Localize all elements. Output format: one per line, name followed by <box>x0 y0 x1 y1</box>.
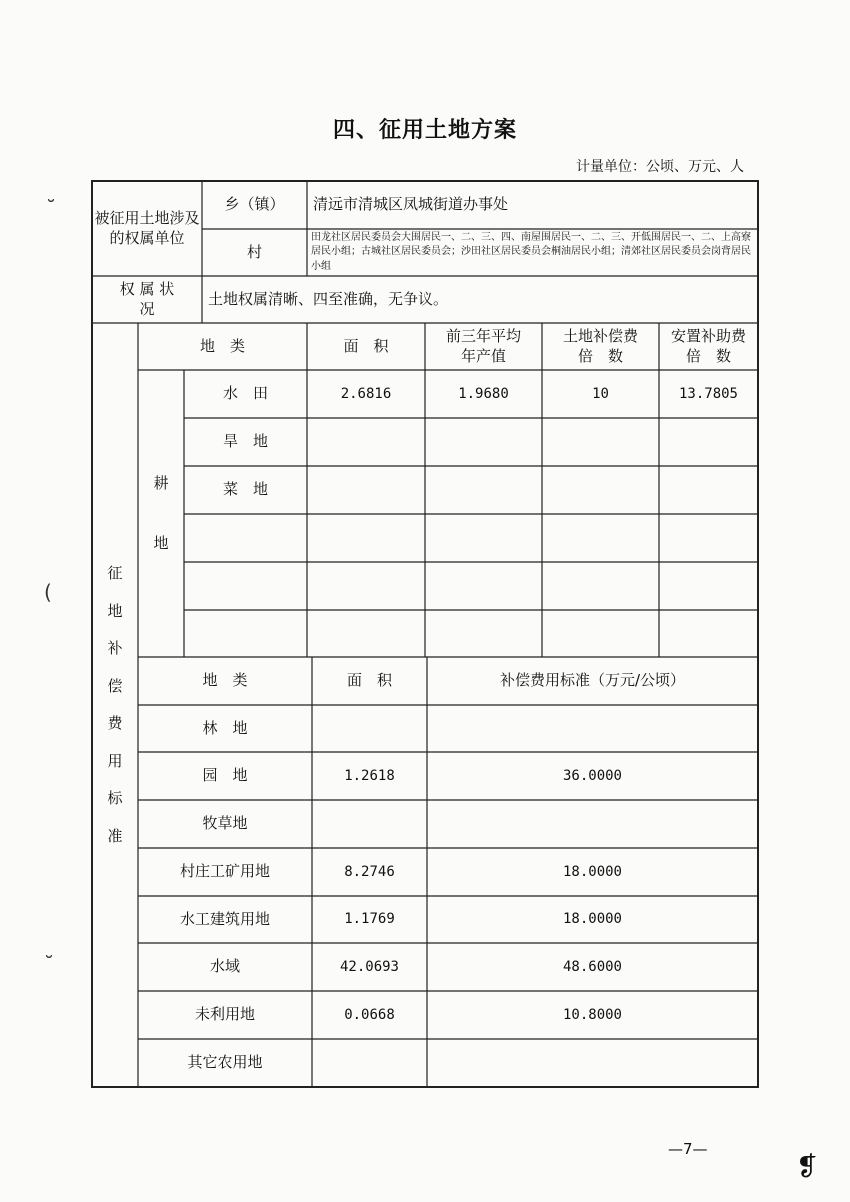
cell-resettle-multiple <box>659 610 758 657</box>
village-value: 田龙社区居民委员会大围居民一、二、三、四、南屋围居民一、二、三、开低围居民一、二、上高寮居民小组；古城社区居民委员会；沙田社区居民委员会桐油居民小组；清郊社区居民委员会岗背居民小组 <box>311 231 751 272</box>
cell-standard <box>427 705 758 752</box>
cell-area <box>307 514 425 562</box>
cell-comp-multiple <box>542 562 659 610</box>
cultivated-char: 地 <box>153 533 169 552</box>
cell-resettle-multiple <box>659 418 758 466</box>
ownership-label: 权 属 状 况 <box>119 280 175 318</box>
side-char: 准 <box>107 826 123 845</box>
cell-land-type <box>184 562 307 610</box>
page-title: 四、征用土地方案 <box>332 118 517 143</box>
side-char: 征 <box>107 564 123 582</box>
cell-land-type: 菜 地 <box>222 480 268 499</box>
village-label: 村 <box>246 242 262 261</box>
side-char: 地 <box>107 601 123 620</box>
cell-standard: 36.0000 <box>562 767 622 784</box>
cell-avg-output <box>425 514 542 562</box>
cell-standard <box>427 1039 758 1087</box>
cell-avg-output <box>425 466 542 514</box>
cell-land-type: 旱 地 <box>222 432 268 451</box>
binding-mark-icon: ˘ <box>44 952 54 976</box>
side-char: 费 <box>107 714 123 732</box>
handwritten-mark-icon: ❡ <box>796 1152 818 1182</box>
cell-area: 1.2618 <box>344 767 395 784</box>
cell-area <box>312 800 427 848</box>
cell-comp-multiple <box>542 466 659 514</box>
cell-area: 2.6816 <box>340 385 392 402</box>
cell-comp-multiple <box>542 610 659 657</box>
cell-land-type: 林 地 <box>202 718 248 737</box>
cell-standard: 18.0000 <box>562 863 622 880</box>
cell-area: 1.1769 <box>344 911 395 928</box>
cell-area <box>307 610 425 657</box>
cell-comp-multiple <box>542 514 659 562</box>
header-land-type-2: 地 类 <box>202 671 248 690</box>
cell-comp-multiple <box>542 418 659 466</box>
cell-land-type <box>184 610 307 657</box>
cell-area <box>307 562 425 610</box>
cultivated-char: 耕 <box>153 474 169 492</box>
cell-land-type: 园 地 <box>202 766 248 785</box>
cell-standard: 48.6000 <box>562 958 622 975</box>
cell-comp-multiple: 10 <box>592 385 609 402</box>
header-standard: 补偿费用标准（万元/公顷） <box>499 671 686 690</box>
cell-area <box>307 466 425 514</box>
cell-area: 42.0693 <box>339 958 399 975</box>
binding-mark-icon: ˘ <box>46 196 56 220</box>
owner-label: 被征用土地涉及的权属单位 <box>94 209 200 247</box>
side-char: 补 <box>107 639 123 657</box>
cell-land-type: 村庄工矿用地 <box>179 862 270 881</box>
ownership-value: 土地权属清晰、四至准确，无争议。 <box>208 289 449 308</box>
cell-resettle-multiple <box>659 562 758 610</box>
header-avg-output: 前三年平均年产值 <box>445 327 521 365</box>
cell-land-type: 其它农用地 <box>187 1053 263 1072</box>
header-area-2: 面 积 <box>346 671 392 690</box>
cell-area: 8.2746 <box>344 863 395 880</box>
side-char: 偿 <box>107 676 123 695</box>
cell-area <box>312 705 427 752</box>
town-value: 清远市清城区凤城街道办事处 <box>313 195 509 214</box>
cell-standard <box>427 800 758 848</box>
cell-land-type: 水工建筑用地 <box>179 909 270 928</box>
cell-area <box>312 1039 427 1087</box>
side-char: 标 <box>107 789 123 807</box>
cell-avg-output <box>425 610 542 657</box>
cell-standard: 18.0000 <box>562 911 622 928</box>
header-land-type: 地 类 <box>199 336 245 355</box>
header-area: 面 积 <box>343 336 389 355</box>
cell-land-type: 水 田 <box>222 384 268 403</box>
unit-label: 计量单位：公顷、万元、人 <box>576 159 744 175</box>
binding-mark-icon: ( <box>44 580 52 604</box>
cell-resettle-multiple <box>659 514 758 562</box>
side-char: 用 <box>107 751 123 770</box>
cell-land-type: 未利用地 <box>194 1005 255 1024</box>
cell-land-type: 水域 <box>209 957 240 976</box>
cell-standard: 10.8000 <box>562 1006 622 1023</box>
side-label <box>92 540 138 870</box>
cell-resettle-multiple <box>659 466 758 514</box>
cell-land-type <box>184 514 307 562</box>
cultivated-label <box>138 370 184 657</box>
cell-land-type: 牧草地 <box>202 814 248 833</box>
cell-avg-output <box>425 562 542 610</box>
cell-avg-output <box>425 418 542 466</box>
header-comp-multiple: 土地补偿费倍 数 <box>562 327 638 365</box>
town-label: 乡（镇） <box>224 195 285 214</box>
header-resettle-multiple: 安置补助费倍 数 <box>670 327 746 365</box>
cell-resettle-multiple: 13.7805 <box>678 385 738 402</box>
cell-area <box>307 418 425 466</box>
page-number: —7— <box>668 1140 708 1158</box>
cell-avg-output: 1.9680 <box>458 385 509 402</box>
cell-area: 0.0668 <box>344 1006 395 1023</box>
